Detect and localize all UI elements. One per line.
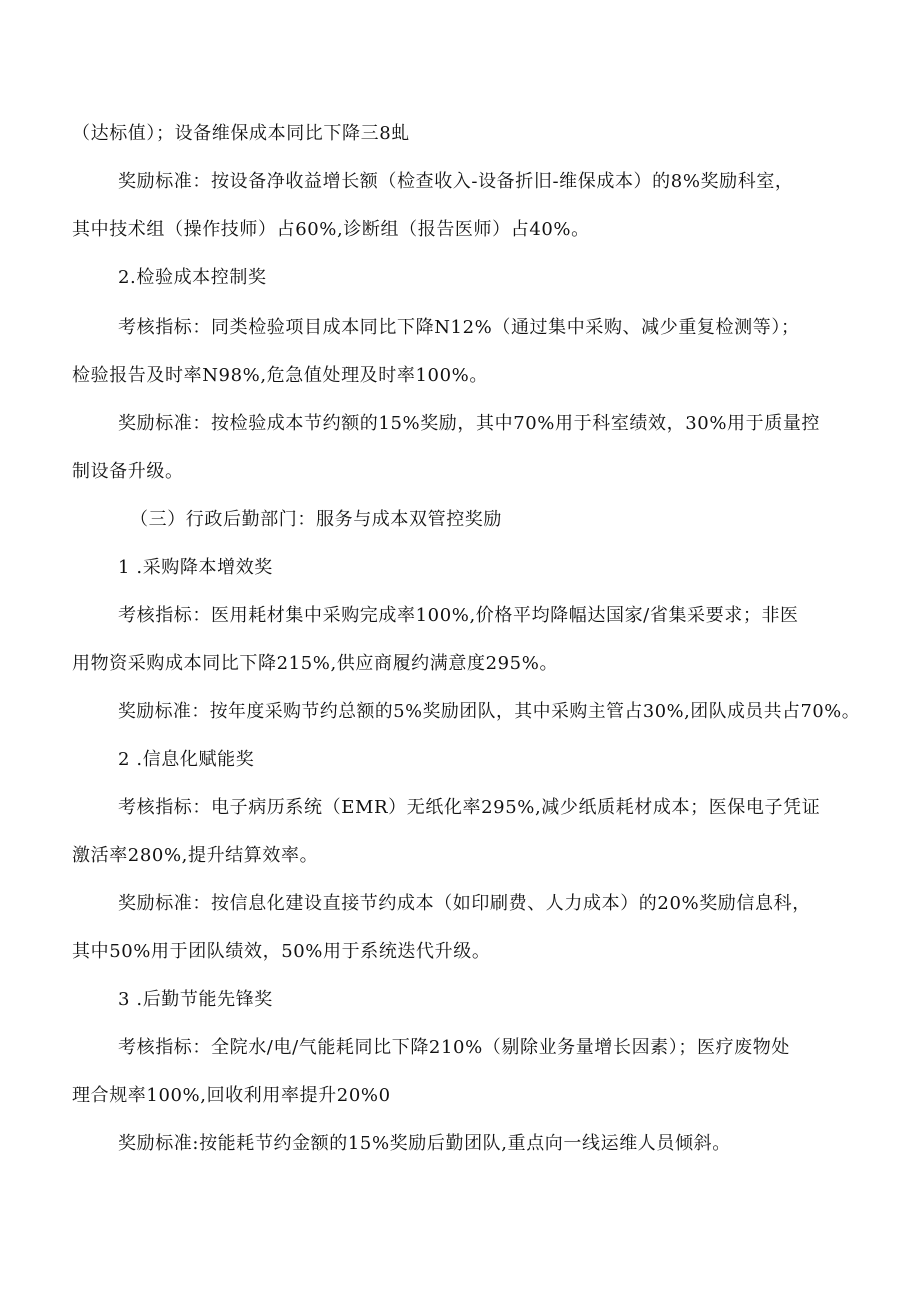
paragraph-line: 考核指标：电子病历系统（EMR）无纸化率295%,减少纸质耗材成本；医保电子凭证	[118, 797, 821, 818]
section-heading: 1 .采购降本增效奖	[118, 557, 273, 578]
paragraph-line: 其中50%用于团队绩效，50%用于系统迭代升级。	[72, 941, 491, 962]
paragraph-line: 激活率280%,提升结算效率。	[72, 845, 319, 866]
paragraph-line: 奖励标准:按能耗节约金额的15%奖励后勤团队,重点向一线运维人员倾斜。	[118, 1133, 731, 1154]
paragraph-line: 考核指标：全院水/电/气能耗同比下降210%（剔除业务量增长因素）；医疗废物处	[118, 1037, 790, 1058]
paragraph-line: 其中技术组（操作技师）占60%,诊断组（报告医师）占40%。	[72, 219, 590, 240]
paragraph-line: 考核指标：同类检验项目成本同比下降N12%（通过集中采购、减少重复检测等）；	[118, 317, 800, 338]
paragraph-line: 奖励标准：按检验成本节约额的15%奖励，其中70%用于科室绩效，30%用于质量控	[118, 413, 821, 434]
paragraph-line: 奖励标准：按设备净收益增长额（检查收入-设备折旧-维保成本）的8%奖励科室，	[118, 171, 794, 192]
paragraph-line: 制设备升级。	[72, 461, 184, 482]
section-heading: 3 .后勤节能先锋奖	[118, 989, 273, 1010]
paragraph-line: 奖励标准：按信息化建设直接节约成本（如印刷费、人力成本）的20%奖励信息科，	[118, 893, 811, 914]
paragraph-line: 用物资采购成本同比下降215%,供应商履约满意度295%。	[72, 653, 559, 674]
paragraph-line: 理合规率100%,回收利用率提升20%0	[72, 1085, 391, 1106]
section-heading: （三）行政后勤部门：服务与成本双管控奖励	[130, 509, 502, 530]
paragraph-line: 检验报告及时率N98%,危急值处理及时率100%。	[72, 365, 488, 386]
paragraph-line: （达标值）；设备维保成本同比下降三8虬	[72, 123, 410, 144]
paragraph-line: 考核指标：医用耗材集中采购完成率100%,价格平均降幅达国家/省集采要求；非医	[118, 605, 799, 626]
paragraph-line: 奖励标准：按年度采购节约总额的5%奖励团队，其中采购主管占30%,团队成员共占70%。	[118, 701, 861, 722]
section-heading: 2 .信息化赋能奖	[118, 749, 255, 770]
section-heading: 2.检验成本控制奖	[118, 267, 267, 288]
